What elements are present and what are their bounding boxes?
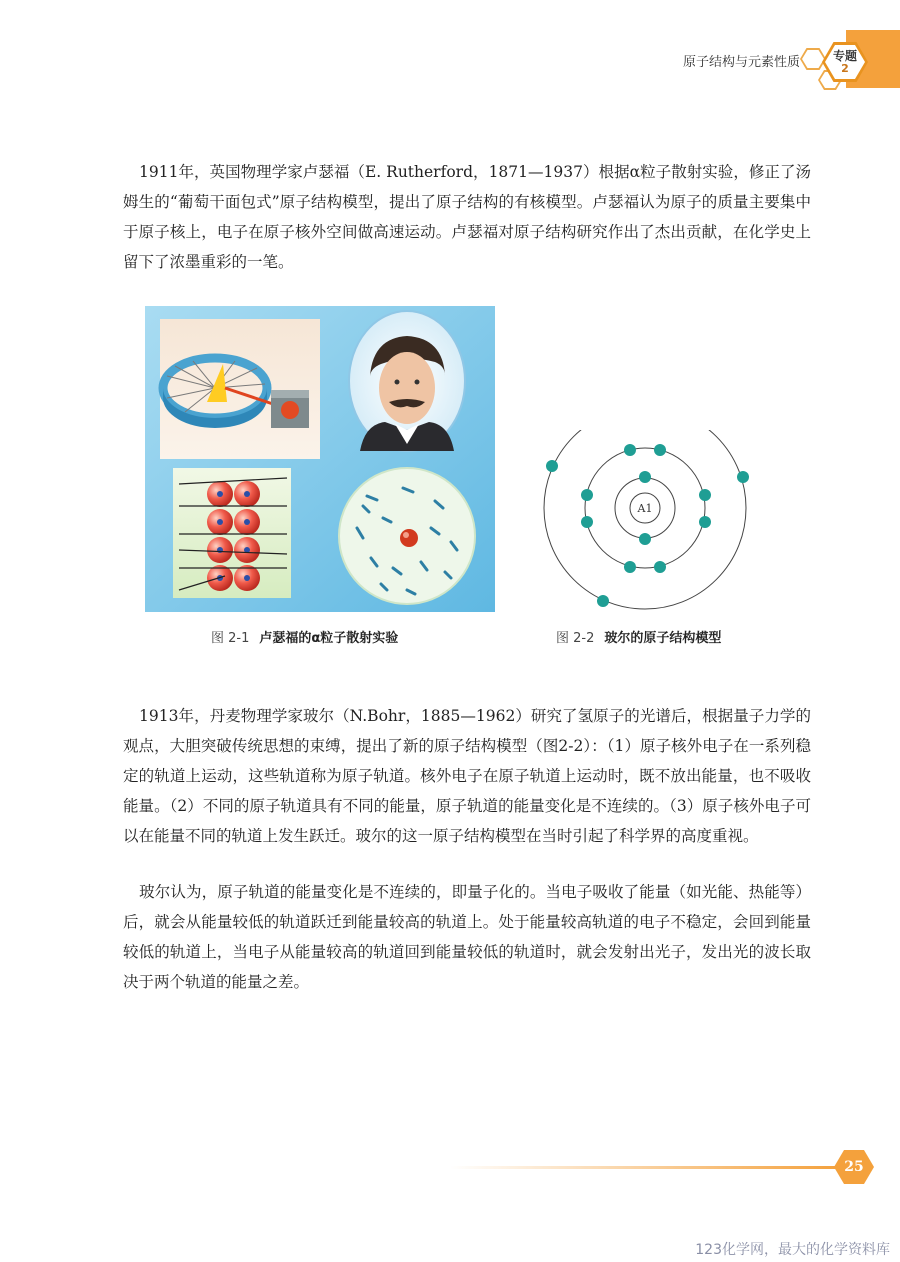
chapter-badge: [825, 45, 865, 79]
nucleus-label: A1: [637, 502, 653, 515]
figure-2-title: 玻尔的原子结构模型: [604, 631, 722, 646]
paragraph-bohr-quantization: 玻尔认为，原子轨道的能量变化是不连续的，即量子化的。当电子吸收了能量（如光能、热能等）后，就会从能量较低的轨道跃迁到能量较高的轨道上。处于能量较高轨道的电子不稳定，会回到能量较低的轨道上，当电子从能量较高的轨道回到能量较低的轨道时，就会发射出光子，发出光的波长取决于两个轨道的能量之差。: [123, 883, 811, 991]
paragraph-rutherford: 1911年，英国物理学家卢瑟福（E. Rutherford，1871—1937）根据α粒子散射实验，修正了汤姆生的“葡萄干面包式”原子结构模型，提出了原子结构的有核模型。卢瑟福认为原子的质量主要集中于原子核上，电子在原子核外空间做高速运动。卢瑟福对原子结构研究作出了杰出贡献，在化学史上留下了浓墨重彩的一笔。: [123, 163, 811, 271]
rutherford-experiment-figure: [145, 306, 495, 612]
page-number: 25: [844, 1159, 864, 1175]
figure-2-caption: [556, 627, 721, 646]
figure-1-caption: [211, 627, 398, 646]
chapter-badge-number: 2: [841, 61, 849, 75]
figure-2-number: 图 2-2: [556, 631, 595, 646]
watermark-text: 123化学网，最大的化学资料库: [695, 1242, 890, 1258]
chapter-title: 原子结构与元素性质: [682, 55, 800, 70]
paragraph-bohr-model: 1913年，丹麦物理学家玻尔（N.Bohr，1885—1962）研究了氢原子的光谱后，根据量子力学的观点，大胆突破传统思想的束缚，提出了新的原子结构模型（图2-2）：（1）原子核外电子在一系列稳定的轨道上运动，这些轨道称为原子轨道。核外电子在原子轨道上运动时，既不放出能量，也不吸收能量。（2）不同的原子轨道具有不同的能量，原子轨道的能量变化是不连续的。（3）原子核外电子可以在能量不同的轨道上发生跃迁。玻尔的这一原子结构模型在当时引起了科学界的高度重视。: [123, 707, 811, 845]
figure-1-number: 图 2-1: [211, 631, 250, 646]
footer-rule: [450, 1166, 840, 1169]
figure-1-title: 卢瑟福的α粒子散射实验: [259, 631, 399, 646]
bohr-model-figure: [533, 430, 758, 610]
chapter-badge-label: 专题: [832, 48, 857, 63]
